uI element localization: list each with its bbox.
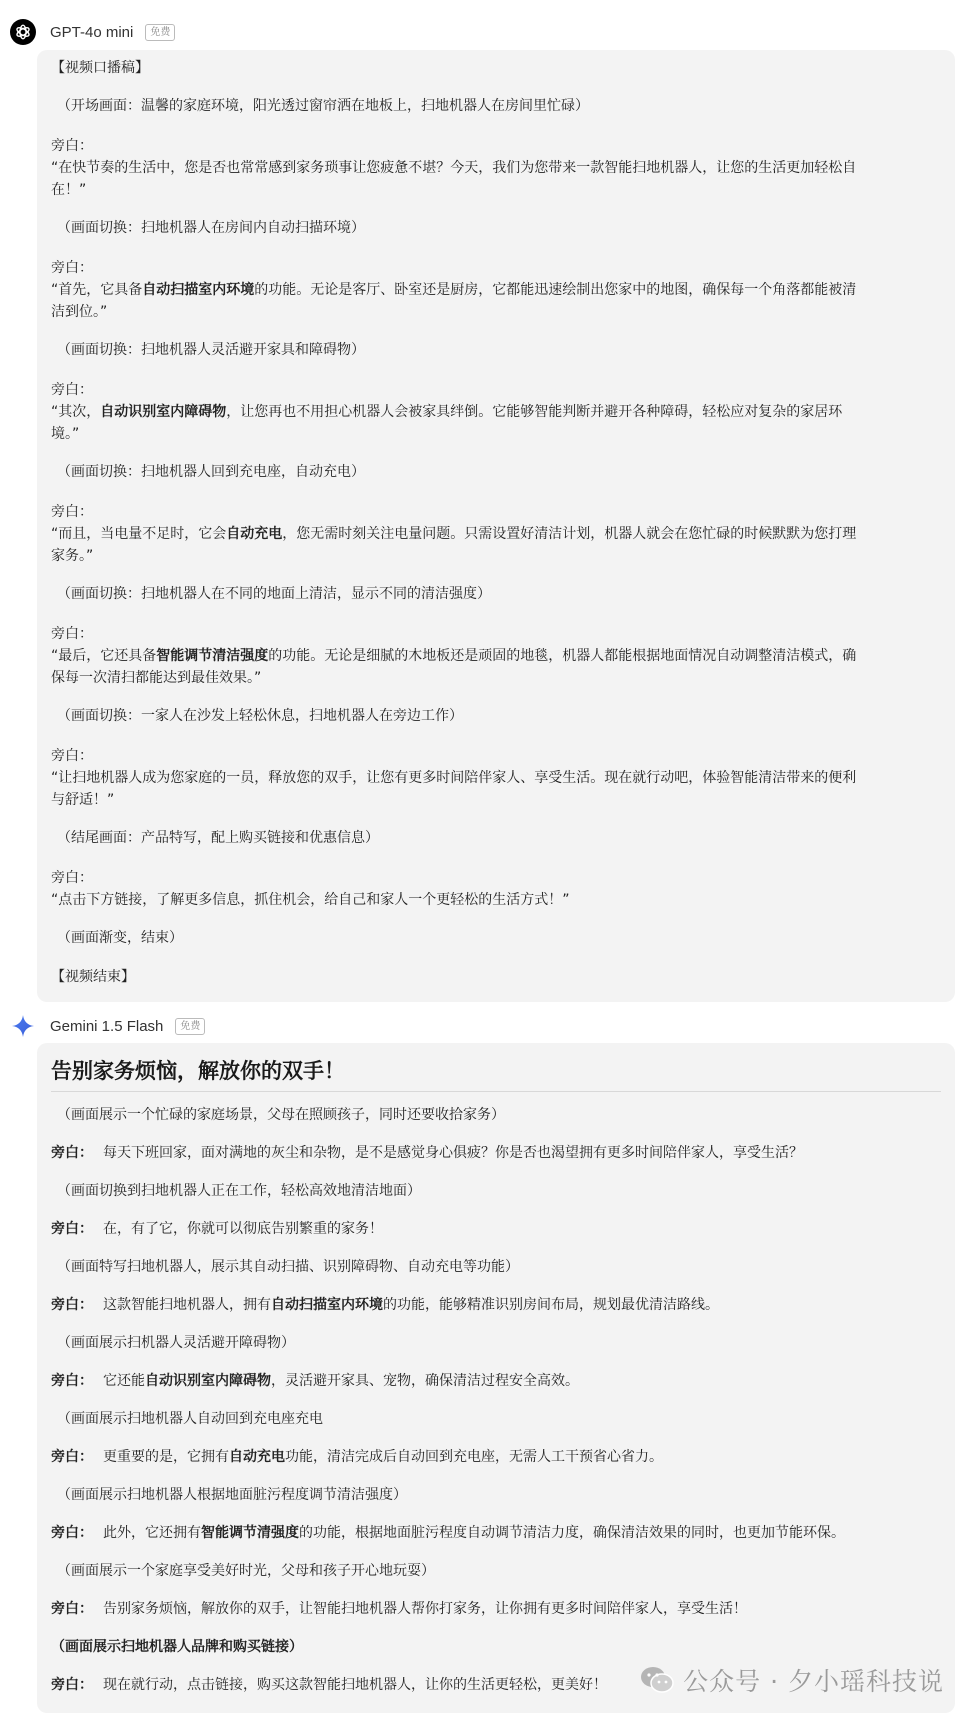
scene-direction: （画面展示扫地机器人自动回到充电座充电 — [57, 1411, 323, 1427]
feature-highlight: 自动扫描室内环境 — [271, 1297, 383, 1313]
free-badge: 免费 — [145, 24, 175, 41]
scene-direction: （结尾画面：产品特写，配上购买链接和优惠信息） — [57, 830, 379, 846]
gemini-sparkle-icon — [10, 1013, 36, 1039]
response-title: 告别家务烦恼，解放你的双手！ — [51, 1059, 345, 1083]
scene-direction: （画面展示扫机器人灵活避开障碍物） — [57, 1335, 295, 1351]
wechat-icon — [639, 1665, 675, 1695]
model-name: GPT-4o mini — [50, 23, 134, 41]
openai-logo-icon — [10, 19, 36, 45]
scene-direction: （画面展示一个家庭享受美好时光，父母和孩子开心地玩耍） — [57, 1563, 435, 1579]
scene-direction-bold: （画面展示扫地机器人品牌和购买链接） — [51, 1639, 303, 1655]
narrator-label: 旁白： — [51, 748, 93, 764]
scene-direction: （画面切换到扫地机器人正在工作，轻松高效地清洁地面） — [57, 1183, 421, 1199]
scene-direction: （画面切换：扫地机器人在不同的地面上清洁，显示不同的清洁强度） — [57, 586, 491, 602]
feature-highlight: 自动扫描室内环境 — [142, 282, 255, 298]
narration-line: 旁白： 告别家务烦恼，解放你的双手，让智能扫地机器人帮你打家务，让你拥有更多时间陪伴家人，享受生活！ — [51, 1601, 747, 1617]
narration-line: 旁白： 它还能自动识别室内障碍物，灵活避开家具、宠物，确保清洁过程安全高效。 — [51, 1373, 579, 1389]
feature-highlight: 自动充电 — [229, 1449, 285, 1465]
text-line: “最后，它还具备智能调节清洁强度的功能。无论是细腻的木地板还是顽固的地毯，机器人都能根据地面情况自动调整清洁模式，确 — [51, 648, 857, 664]
gemini-response-bubble — [37, 1043, 955, 1713]
scene-direction: （开场画面：温馨的家庭环境，阳光透过窗帘洒在地板上，扫地机器人在房间里忙碌） — [57, 98, 589, 114]
narration-line: 旁白： 此外，它还拥有智能调节清强度的功能，根据地面脏污程度自动调节清洁力度，确保清洁效果的同时，也更加节能环保。 — [51, 1525, 845, 1541]
text-line: “其次，自动识别室内障碍物，让您再也不用担心机器人会被家具绊倒。它能够智能判断并避开各种障碍，轻松应对复杂的家居环 — [51, 404, 843, 420]
feature-highlight: 自动识别室内障碍物 — [145, 1373, 271, 1389]
watermark — [639, 1662, 944, 1698]
scene-direction: （画面展示一个忙碌的家庭场景，父母在照顾孩子，同时还要收拾家务） — [57, 1107, 505, 1123]
feature-highlight: 智能调节清洁强度 — [156, 648, 269, 664]
scene-direction: （画面展示扫地机器人根据地面脏污程度调节清洁强度） — [57, 1487, 407, 1503]
text-line: “首先，它具备自动扫描室内环境的功能。无论是客厅、卧室还是厨房，它都能迅速绘制出您家中的地图，确保每一个角落都能被清 — [51, 282, 857, 298]
text-line: “而且，当电量不足时，它会自动充电，您无需时刻关注电量问题。只需设置好清洁计划，机器人就会在您忙碌的时候默默为您打理 — [51, 526, 857, 542]
scene-direction: （画面特写扫地机器人，展示其自动扫描、识别障碍物、自动充电等功能） — [57, 1259, 519, 1275]
narrator-label: 旁白： — [51, 504, 93, 520]
text-line: 境。” — [51, 426, 80, 442]
text-line: 【视频口播稿】 — [51, 60, 149, 76]
narration-line: 旁白： 更重要的是，它拥有自动充电功能，清洁完成后自动回到充电座，无需人工干预省心省力。 — [51, 1449, 663, 1465]
model-name: Gemini 1.5 Flash — [50, 1017, 164, 1035]
narration-line: 旁白： 在，有了它，你就可以彻底告别繁重的家务！ — [51, 1221, 383, 1237]
narrator-label: 旁白： — [51, 260, 93, 276]
narration-line: 旁白： 每天下班回家，面对满地的灰尘和杂物，是不是感觉身心俱疲？你是否也渴望拥有更多时间陪伴家人，享受生活？ — [51, 1145, 803, 1161]
gpt-header — [10, 18, 175, 46]
scene-direction: （画面渐变，结束） — [57, 930, 183, 946]
gpt-response-bubble — [37, 50, 955, 1002]
text-line: 保每一次清扫都能达到最佳效果。” — [51, 670, 262, 686]
watermark-text: 公众号 · 夕小瑶科技说 — [683, 1667, 944, 1696]
text-line: 家务。” — [51, 548, 94, 564]
text-line: “点击下方链接，了解更多信息，抓住机会，给自己和家人一个更轻松的生活方式！” — [51, 892, 570, 908]
text-line: 在！” — [51, 182, 87, 198]
scene-direction: （画面切换：一家人在沙发上轻松休息，扫地机器人在旁边工作） — [57, 708, 463, 724]
text-line: 与舒适！” — [51, 792, 115, 808]
feature-highlight: 自动识别室内障碍物 — [100, 404, 227, 420]
title-divider — [51, 1091, 941, 1092]
narrator-label: 旁白： — [51, 870, 93, 886]
narrator-label: 旁白： — [51, 626, 93, 642]
narrator-label: 旁白： — [51, 382, 93, 398]
scene-direction: （画面切换：扫地机器人在房间内自动扫描环境） — [57, 220, 365, 236]
text-line: “让扫地机器人成为您家庭的一员，释放您的双手，让您有更多时间陪伴家人、享受生活。现在就行动吧，体验智能清洁带来的便利 — [51, 770, 857, 786]
narrator-label: 旁白： — [51, 138, 93, 154]
narration-line: 旁白： 现在就行动，点击链接，购买这款智能扫地机器人，让你的生活更轻松，更美好！ — [51, 1677, 607, 1693]
scene-direction: （画面切换：扫地机器人回到充电座，自动充电） — [57, 464, 365, 480]
gemini-header — [10, 1012, 205, 1040]
narration-line: 旁白： 这款智能扫地机器人，拥有自动扫描室内环境的功能，能够精准识别房间布局，规划最优清洁路线。 — [51, 1297, 719, 1313]
text-line: “在快节奏的生活中，您是否也常常感到家务琐事让您疲惫不堪？今天，我们为您带来一款智能扫地机器人，让您的生活更加轻松自 — [51, 160, 857, 176]
feature-highlight: 自动充电 — [226, 526, 283, 542]
text-line: 【视频结束】 — [51, 969, 135, 985]
free-badge: 免费 — [175, 1018, 205, 1035]
feature-highlight: 智能调节清强度 — [201, 1525, 299, 1541]
text-line: 洁到位。” — [51, 304, 108, 320]
scene-direction: （画面切换：扫地机器人灵活避开家具和障碍物） — [57, 342, 365, 358]
